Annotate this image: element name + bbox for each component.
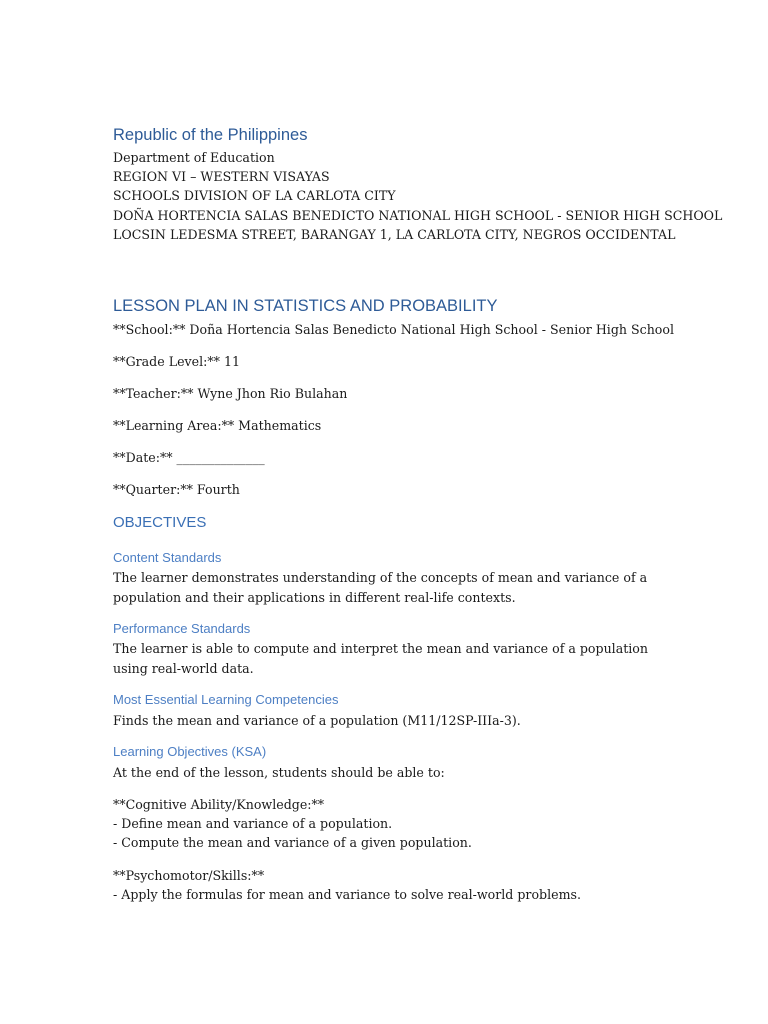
header-line-region: REGION VI – WESTERN VISAYAS bbox=[113, 169, 330, 184]
lesson-title: LESSON PLAN IN STATISTICS AND PROBABILITY bbox=[113, 297, 498, 315]
header-title: Republic of the Philippines bbox=[113, 126, 308, 144]
cognitive-item: - Compute the mean and variance of a given population. bbox=[113, 835, 472, 850]
ksa-intro: At the end of the lesson, students should be able to: bbox=[113, 765, 445, 780]
melc-text: Finds the mean and variance of a population (M11/12SP-IIIa-3). bbox=[113, 713, 521, 728]
psychomotor-label: **Psychomotor/Skills:** bbox=[113, 868, 265, 883]
header-line-school: DOÑA HORTENCIA SALAS BENEDICTO NATIONAL HIGH SCHOOL - SENIOR HIGH SCHOOL bbox=[113, 208, 723, 223]
content-standards-text: The learner demonstrates understanding of the concepts of mean and variance of a population and their applications in different real-life contexts. bbox=[113, 570, 648, 605]
header-line-division: SCHOOLS DIVISION OF LA CARLOTA CITY bbox=[113, 188, 396, 203]
performance-standards-heading: Performance Standards bbox=[113, 621, 251, 636]
header-line-department: Department of Education bbox=[113, 150, 275, 165]
field-quarter: **Quarter:** Fourth bbox=[113, 482, 240, 497]
field-grade-level: **Grade Level:** 11 bbox=[113, 354, 240, 369]
cognitive-item: - Define mean and variance of a population. bbox=[113, 816, 393, 831]
field-date: **Date:** ______________ bbox=[113, 450, 265, 465]
header-line-address: LOCSIN LEDESMA STREET, BARANGAY 1, LA CARLOTA CITY, NEGROS OCCIDENTAL bbox=[113, 227, 676, 242]
performance-standards-text: The learner is able to compute and interpret the mean and variance of a population using real-world data. bbox=[113, 641, 649, 676]
objectives-title: OBJECTIVES bbox=[113, 514, 207, 531]
field-learning-area: **Learning Area:** Mathematics bbox=[113, 418, 322, 433]
psychomotor-item: - Apply the formulas for mean and variance to solve real-world problems. bbox=[113, 887, 581, 902]
content-standards-heading: Content Standards bbox=[113, 550, 222, 565]
field-teacher: **Teacher:** Wyne Jhon Rio Bulahan bbox=[113, 386, 348, 401]
ksa-heading: Learning Objectives (KSA) bbox=[113, 744, 267, 759]
field-school: **School:** Doña Hortencia Salas Benedicto National High School - Senior High School bbox=[113, 322, 674, 337]
melc-heading: Most Essential Learning Competencies bbox=[113, 692, 339, 707]
cognitive-label: **Cognitive Ability/Knowledge:** bbox=[113, 797, 325, 812]
